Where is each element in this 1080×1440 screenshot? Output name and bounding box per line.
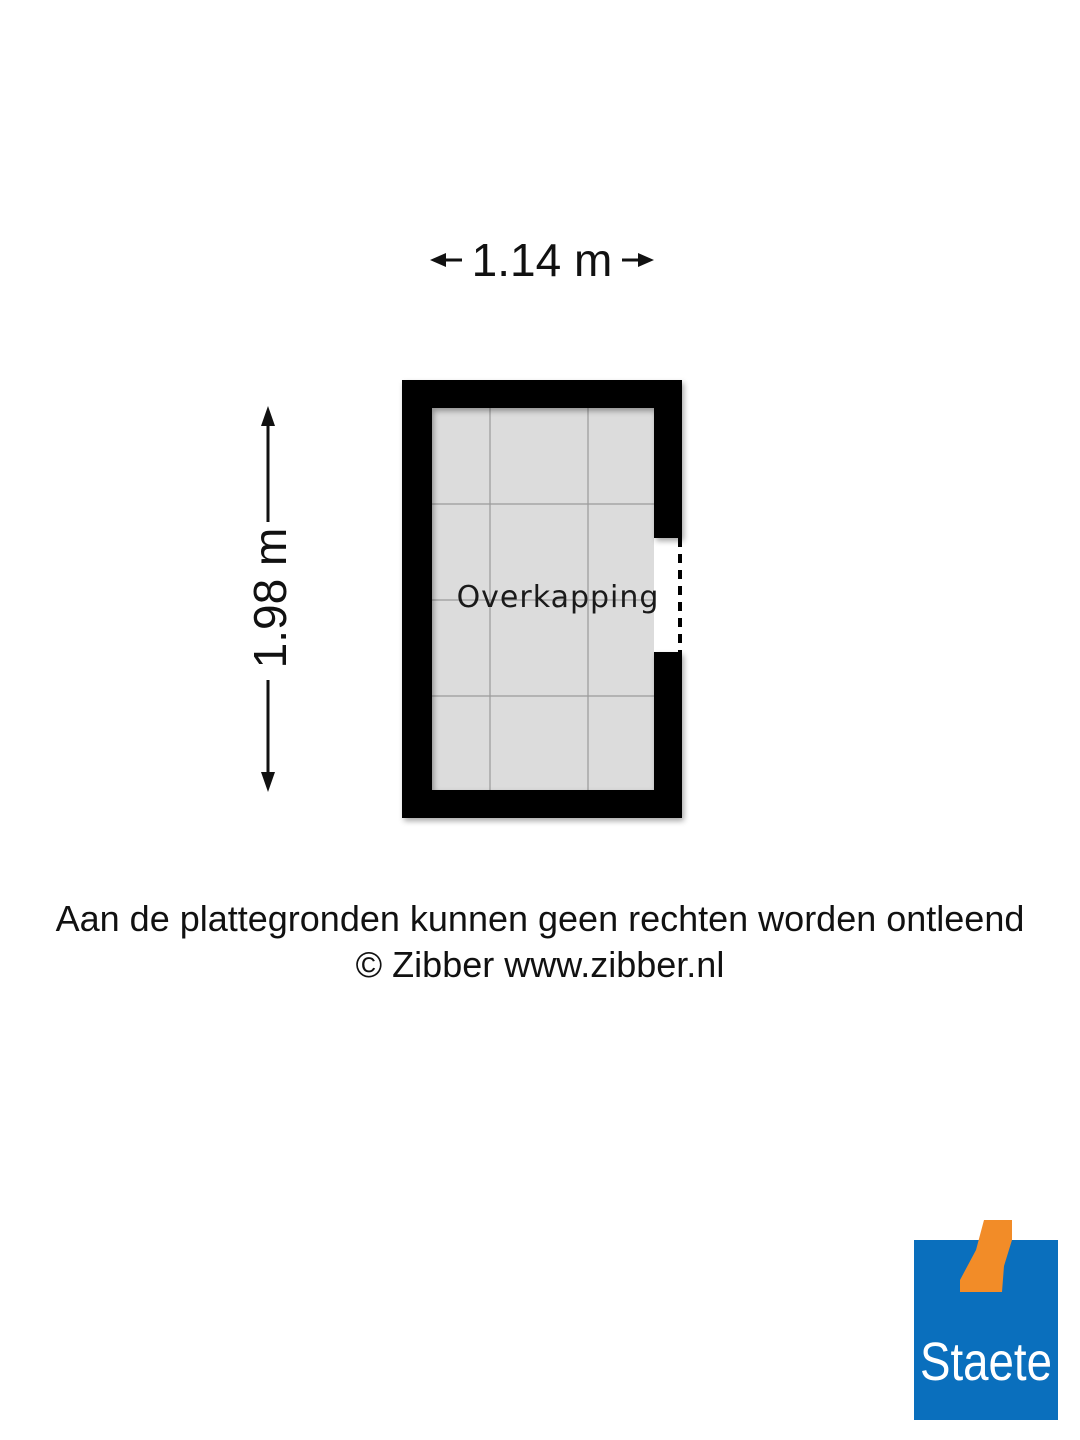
width-arrow-right-icon xyxy=(638,253,654,267)
room-overkapping xyxy=(402,380,682,818)
height-label: 1.98 m xyxy=(244,527,296,669)
width-dimension xyxy=(430,234,654,286)
height-arrow-top-icon xyxy=(261,406,275,426)
width-arrow-left-icon xyxy=(430,253,446,267)
staete-logo xyxy=(914,1220,1060,1420)
width-label: 1.14 m xyxy=(471,234,613,286)
copyright-text: © Zibber www.zibber.nl xyxy=(355,944,725,985)
disclaimer-text: Aan de plattegronden kunnen geen rechten worden ontleend xyxy=(55,898,1025,939)
height-arrow-bottom-icon xyxy=(261,772,275,792)
room-label: Overkapping xyxy=(456,580,660,615)
logo-text: Staete xyxy=(920,1332,1052,1392)
height-dimension xyxy=(244,406,296,792)
